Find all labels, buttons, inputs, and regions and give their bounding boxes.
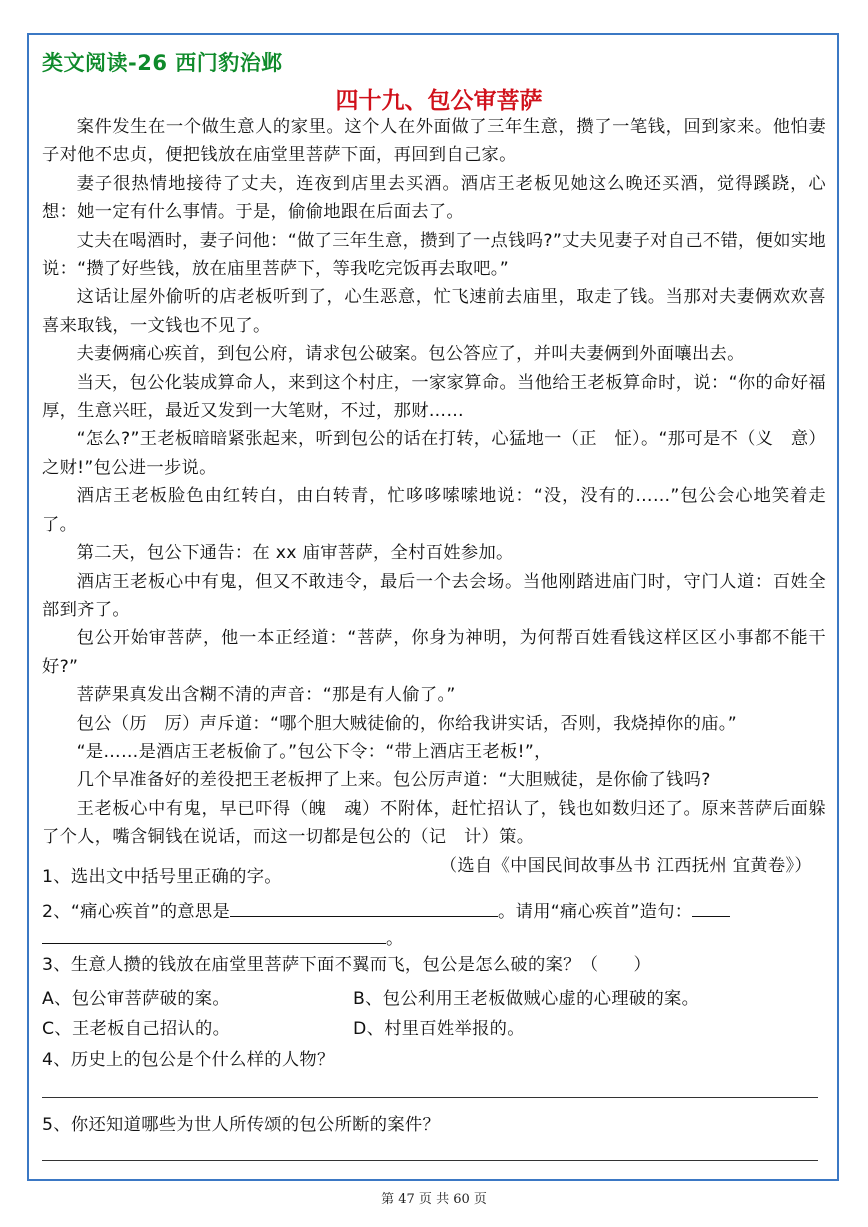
story-paragraph: 酒店王老板心中有鬼，但又不敢违令，最后一个去会场。当他刚踏进庙门时，守门人道：百姓全部到齐了。 bbox=[42, 571, 826, 620]
question-3: 3、生意人攒的钱放在庙堂里菩萨下面不翼而飞，包公是怎么破的案？（ ） bbox=[42, 955, 652, 975]
question-2-prompt-sentence: 。请用“痛心疾首”造句： bbox=[498, 902, 693, 922]
story-paragraph: 王老板心中有鬼，早已吓得（魄 魂）不附体，赶忙招认了，钱也如数归还了。原来菩萨后面躲了个人，嘴含铜钱在说话，而这一切都是包公的（记 计）策。 bbox=[42, 798, 826, 848]
question-1: 1、选出文中括号里正确的字。 bbox=[42, 867, 282, 887]
story-paragraph: 案件发生在一个做生意人的家里。这个人在外面做了三年生意，攒了一笔钱，回到家来。他怕妻子对他不忠贞，便把钱放在庙堂里菩萨下面，再回到自己家。 bbox=[42, 117, 826, 166]
story-paragraph: 酒店王老板脸色由红转白，由白转青，忙哆哆嗦嗦地说：“没，没有的……”包公会心地笑着走了。 bbox=[42, 486, 826, 535]
option-b[interactable]: B、包公利用王老板做贼心虚的心理破的案。 bbox=[353, 989, 700, 1009]
story-source: （选自《中国民间故事丛书 江西抚州 宜黄卷》） bbox=[439, 855, 812, 876]
story-paragraph: 这话让屋外偷听的店老板听到了，心生恶意，忙飞速前去庙里，取走了钱。当那对夫妻俩欢欢喜喜来取钱，一文钱也不见了。 bbox=[42, 287, 826, 336]
story-paragraph: “怎么?”王老板暗暗紧张起来，听到包公的话在打转，心猛地一（正 怔）。“那可是不（义 意）之财!”包公进一步说。 bbox=[42, 429, 827, 478]
answer-blank-sentence-cont[interactable] bbox=[42, 925, 386, 944]
story-paragraph: 包公开始审菩萨，他一本正经道：“菩萨，你身为神明，为何帮百姓看钱这样区区小事都不能干好?” bbox=[42, 628, 826, 677]
story-paragraph: “是……是酒店王老板偷了。”包公下令：“带上酒店王老板!”， bbox=[76, 741, 552, 762]
story-paragraph: 包公（历 厉）声斥道：“哪个胆大贼徒偷的，你给我讲实话，否则，我烧掉你的庙。” bbox=[76, 713, 737, 734]
question-2-prompt: 2、“痛心疾首”的意思是 bbox=[42, 902, 231, 922]
option-c[interactable]: C、王老板自己招认的。 bbox=[42, 1019, 231, 1039]
section-title: 类文阅读-26 西门豹治邺 bbox=[42, 51, 283, 75]
question-2-end: 。 bbox=[386, 929, 404, 949]
story-paragraph: 夫妻俩痛心疾首，到包公府，请求包公破案。包公答应了，并叫夫妻俩到外面嚷出去。 bbox=[76, 344, 745, 365]
answer-line-q4[interactable] bbox=[42, 1097, 818, 1098]
story-paragraph: 丈夫在喝酒时，妻子问他：“做了三年生意，攒到了一点钱吗?”丈夫见妻子对自己不错，便如实地说：“攒了好些钱，放在庙里菩萨下，等我吃完饭再去取吧。” bbox=[42, 230, 826, 280]
option-d[interactable]: D、村里百姓举报的。 bbox=[353, 1019, 525, 1039]
page-number: 第 47 页 共 60 页 bbox=[381, 1192, 487, 1207]
option-a[interactable]: A、包公审菩萨破的案。 bbox=[42, 989, 230, 1009]
answer-blank-meaning[interactable] bbox=[230, 898, 498, 917]
question-5: 5、你还知道哪些为世人所传颂的包公所断的案件？ bbox=[42, 1115, 441, 1135]
story-title: 四十九、包公审菩萨 bbox=[335, 88, 543, 114]
story-paragraph: 第二天，包公下通告：在 xx 庙审菩萨，全村百姓参加。 bbox=[76, 543, 514, 564]
story-paragraph: 几个早准备好的差役把王老板押了上来。包公厉声道：“大胆贼徒，是你偷了钱吗? bbox=[76, 770, 711, 791]
story-paragraph: 菩萨果真发出含糊不清的声音：“那是有人偷了。” bbox=[76, 685, 456, 706]
answer-line-q5[interactable] bbox=[42, 1160, 818, 1161]
story-paragraph: 当天，包公化装成算命人，来到这个村庄，一家家算命。当他给王老板算命时，说：“你的命好福厚，生意兴旺，最近又发到一大笔财，不过，那财…… bbox=[42, 372, 826, 422]
story-paragraph: 妻子很热情地接待了丈夫，连夜到店里去买酒。酒店王老板见她这么晚还买酒，觉得蹊跷，心想：她一定有什么事情。于是，偷偷地跟在后面去了。 bbox=[42, 173, 826, 223]
question-2-continuation bbox=[42, 924, 832, 949]
question-2 bbox=[42, 897, 832, 922]
story-text bbox=[42, 113, 826, 880]
answer-blank-sentence[interactable] bbox=[692, 898, 730, 917]
question-4: 4、历史上的包公是个什么样的人物？ bbox=[42, 1050, 335, 1070]
